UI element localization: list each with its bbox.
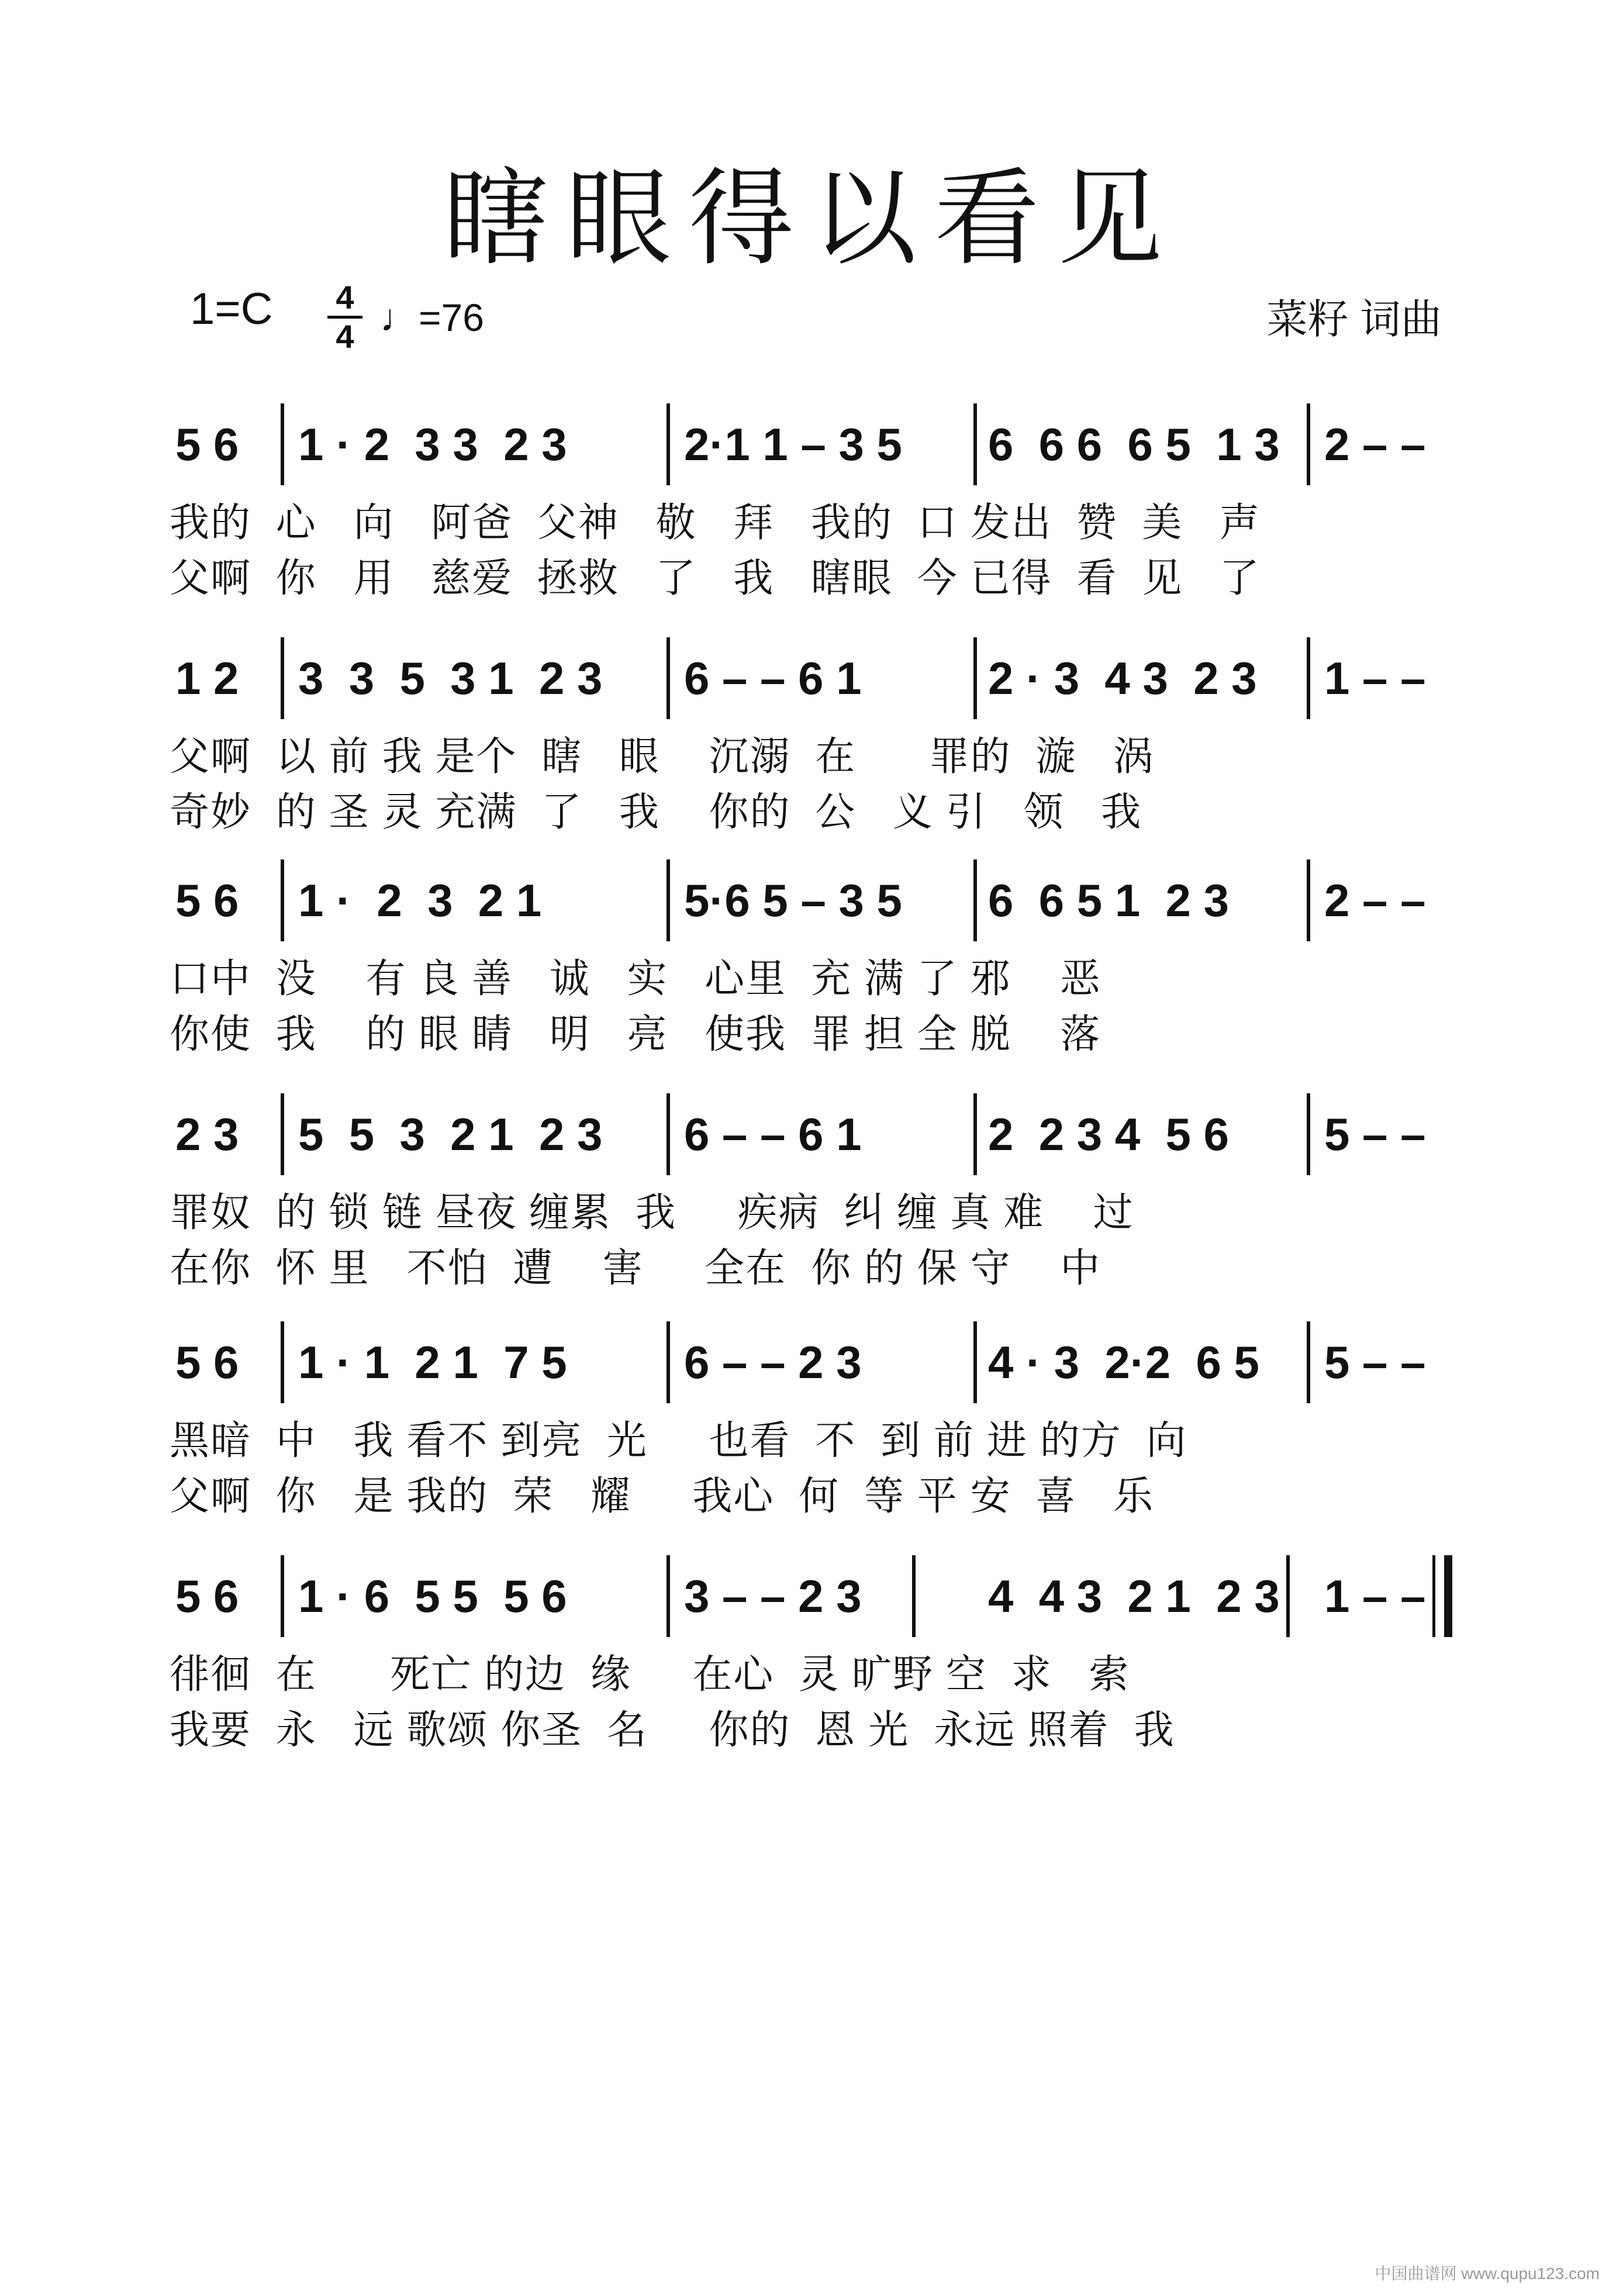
measure: 1 · 2 3 2 1	[298, 874, 542, 926]
lyrics-verse-2: 父啊 你 用 慈爱 拯救 了 我 瞎眼 今 已得 看 见 了	[170, 556, 1261, 600]
bar-line	[912, 1555, 916, 1637]
measure: 4 4 3 2 1 2 3	[988, 1570, 1280, 1622]
measure: 6 6 5 1 2 3	[988, 874, 1229, 926]
final-barline-thick	[1444, 1555, 1452, 1637]
measure: 1 – –	[1324, 652, 1426, 704]
measure: 1 · 6 5 5 5 6	[298, 1570, 567, 1622]
bar-line	[973, 637, 977, 719]
notation-line	[0, 637, 1623, 719]
final-barline-thin	[1432, 1555, 1435, 1637]
bar-line	[667, 403, 670, 485]
notation-line	[0, 1555, 1623, 1637]
bar-line	[973, 403, 977, 485]
bar-line	[667, 1093, 670, 1175]
lyrics-verse-1: 口中 没 有 良 善 诚 实 心里 充 满 了 邪 恶	[170, 957, 1101, 1001]
notation-line	[0, 403, 1623, 485]
measure: 5 5 3 2 1 2 3	[298, 1108, 603, 1160]
measure: 5 6	[175, 1336, 239, 1388]
bar-line	[1307, 1093, 1310, 1175]
measure: 2 – –	[1324, 874, 1426, 926]
bar-line	[1307, 859, 1310, 941]
bar-line	[973, 1321, 977, 1403]
measure: 5 – –	[1324, 1108, 1426, 1160]
measure: 6 – – 6 1	[684, 652, 862, 704]
measure: 5·6 5 – 3 5	[684, 874, 902, 926]
measure: 5 6	[175, 418, 239, 470]
author-credit: 菜籽 词曲	[1266, 296, 1442, 342]
measure: 1 · 2 3 3 2 3	[298, 418, 567, 470]
bar-line	[1286, 1555, 1290, 1637]
bar-line	[667, 1321, 670, 1403]
lyrics-verse-2: 在你 怀 里 不怕 遭 害 全在 你 的 保 守 中	[170, 1246, 1101, 1290]
measure: 1 2	[175, 652, 239, 704]
watermark: 中国曲谱网 www.qupu123.com	[1375, 2264, 1600, 2283]
measure: 1 – –	[1324, 1570, 1426, 1622]
lyrics-verse-2: 我要 永 远 歌颂 你圣 名 你的 恩 光 永远 照着 我	[170, 1708, 1175, 1752]
bar-line	[667, 637, 670, 719]
lyrics-verse-2: 你使 我 的 眼 睛 明 亮 使我 罪 担 全 脱 落	[170, 1012, 1101, 1056]
lyrics-verse-1: 父啊 以 前 我 是个 瞎 眼 沉溺 在 罪的 漩 涡	[170, 734, 1155, 779]
measure: 2 2 3 4 5 6	[988, 1108, 1229, 1160]
key-signature: 1=C	[190, 284, 273, 334]
measure: 4 · 3 2·2 6 5	[988, 1336, 1259, 1388]
measure: 5 6	[175, 1570, 239, 1622]
measure: 6 – – 6 1	[684, 1108, 862, 1160]
measure: 6 6 6 6 5 1 3	[988, 418, 1280, 470]
lyrics-verse-1: 徘徊 在 死亡 的边 缘 在心 灵 旷野 空 求 索	[170, 1652, 1130, 1697]
bar-line	[281, 403, 284, 485]
notation-line	[0, 1321, 1623, 1403]
measure: 2 · 3 4 3 2 3	[988, 652, 1257, 704]
lyrics-verse-1: 我的 心 向 阿爸 父神 敬 拜 我的 口 发出 赞 美 声	[170, 500, 1261, 545]
bar-line	[973, 1093, 977, 1175]
page-title: 瞎眼得以看见	[443, 158, 1180, 280]
tempo-mark: ♩=76	[380, 296, 484, 339]
bar-line	[1307, 1321, 1310, 1403]
measure: 3 3 5 3 1 2 3	[298, 652, 603, 704]
measure: 3 – – 2 3	[684, 1570, 862, 1622]
bar-line	[973, 859, 977, 941]
measure: 5 6	[175, 874, 239, 926]
lyrics-verse-1: 黑暗 中 我 看不 到亮 光 也看 不 到 前 进 的方 向	[170, 1418, 1187, 1463]
bar-line	[667, 1555, 670, 1637]
notation-line	[0, 1093, 1623, 1175]
measure: 1 · 1 2 1 7 5	[298, 1336, 567, 1388]
bar-line	[1307, 637, 1310, 719]
bar-line	[281, 637, 284, 719]
measure: 6 – – 2 3	[684, 1336, 862, 1388]
time-bottom: 4	[336, 318, 354, 355]
bar-line	[281, 859, 284, 941]
time-signature	[327, 281, 362, 354]
bar-line	[667, 859, 670, 941]
measure: 2 3	[175, 1108, 239, 1160]
measure: 5 – –	[1324, 1336, 1426, 1388]
bar-line	[281, 1555, 284, 1637]
lyrics-verse-2: 奇妙 的 圣 灵 充满 了 我 你的 公 义 引 领 我	[170, 790, 1142, 834]
bar-line	[281, 1093, 284, 1175]
bar-line	[1307, 403, 1310, 485]
time-top: 4	[336, 279, 354, 316]
bar-line	[281, 1321, 284, 1403]
notation-line	[0, 859, 1623, 941]
lyrics-verse-2: 父啊 你 是 我的 荣 耀 我心 何 等 平 安 喜 乐	[170, 1474, 1155, 1518]
lyrics-verse-1: 罪奴 的 锁 链 昼夜 缠累 我 疾病 纠 缠 真 难 过	[170, 1190, 1134, 1235]
measure: 2·1 1 – 3 5	[684, 418, 902, 470]
measure: 2 – –	[1324, 418, 1426, 470]
